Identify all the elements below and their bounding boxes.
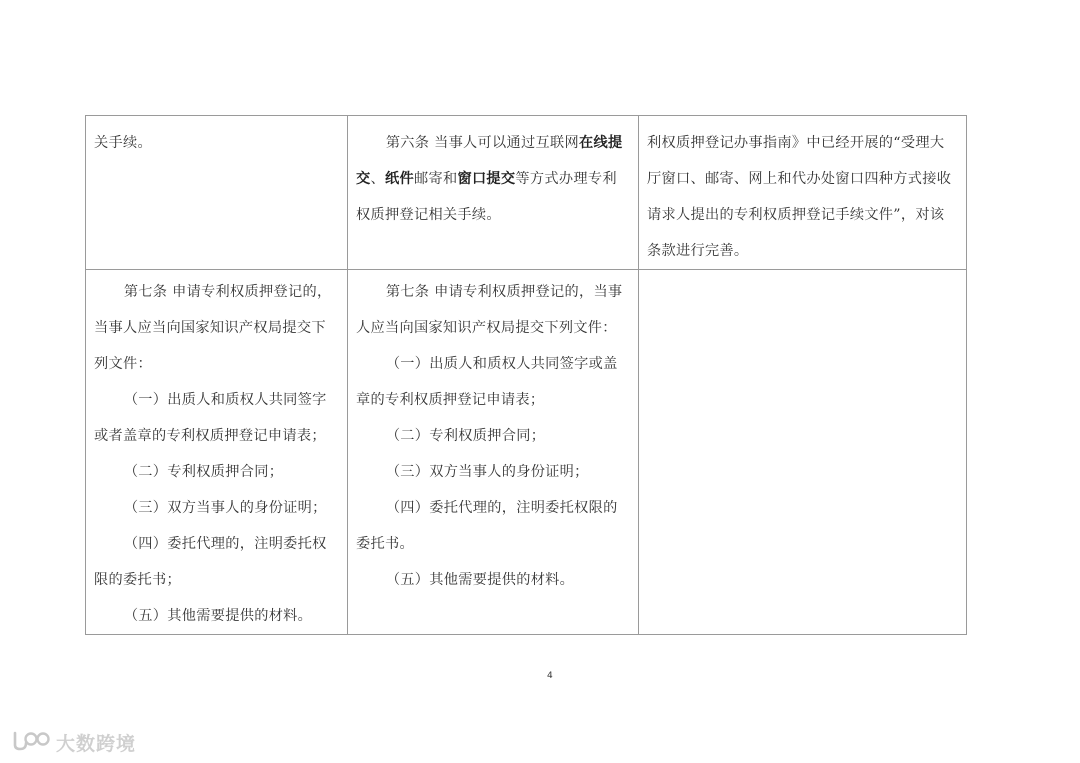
bold-text: 窗口提交: [457, 171, 516, 187]
page-number: 4: [547, 671, 553, 681]
table-cell-original: [86, 270, 348, 635]
table-row: [86, 270, 967, 635]
table-cell-note: [639, 270, 967, 635]
list-item: （五）其他需要提供的材料。: [385, 572, 575, 588]
bold-text: 纸件: [385, 171, 414, 187]
text-run: 等方式办理专利权质押登记相关手续。: [356, 171, 617, 223]
text-run: 邮寄和: [413, 171, 458, 187]
watermark: [12, 728, 136, 756]
table-cell-note: [639, 116, 967, 270]
cell-text: [356, 125, 630, 233]
text-run: 、: [370, 171, 385, 187]
brand-logo-icon: [12, 728, 52, 756]
bold-text: 在线提交: [356, 135, 623, 187]
list-item: （二）专利权质押合同；: [123, 464, 284, 480]
comparison-table: [85, 115, 967, 635]
table-row: [86, 116, 967, 270]
list-item: （五）其他需要提供的材料。: [123, 608, 313, 624]
cell-text: 关手续。: [94, 135, 152, 151]
article-heading: 第七条 申请专利权质押登记的，当事人应当向国家知识产权局提交下列文件：: [356, 284, 623, 336]
text-run: 第六条 当事人可以通过互联网: [385, 135, 579, 151]
table-cell-original: [86, 116, 348, 270]
table-cell-revised: [348, 116, 639, 270]
watermark-text: 大数跨境: [56, 732, 137, 755]
list-item: （一）出质人和质权人共同签字或者盖章的专利权质押登记申请表；: [94, 392, 327, 444]
cell-text: 利权质押登记办事指南》中已经开展的“受理大厅窗口、邮寄、网上和代办处窗口四种方式接收请求人提出的专利权质押登记手续文件”，对该条款进行完善。: [647, 135, 952, 259]
list-item: （一）出质人和质权人共同签字或盖章的专利权质押登记申请表；: [356, 356, 618, 408]
list-item: （四）委托代理的，注明委托权限的委托书；: [94, 536, 327, 588]
list-item: （三）双方当事人的身份证明；: [123, 500, 327, 516]
list-item: （二）专利权质押合同；: [385, 428, 546, 444]
list-item: （四）委托代理的，注明委托权限的委托书。: [356, 500, 618, 552]
article-heading: 第七条 申请专利权质押登记的，当事人应当向国家知识产权局提交下列文件：: [94, 284, 332, 372]
table-cell-revised: [348, 270, 639, 635]
list-item: （三）双方当事人的身份证明；: [385, 464, 589, 480]
